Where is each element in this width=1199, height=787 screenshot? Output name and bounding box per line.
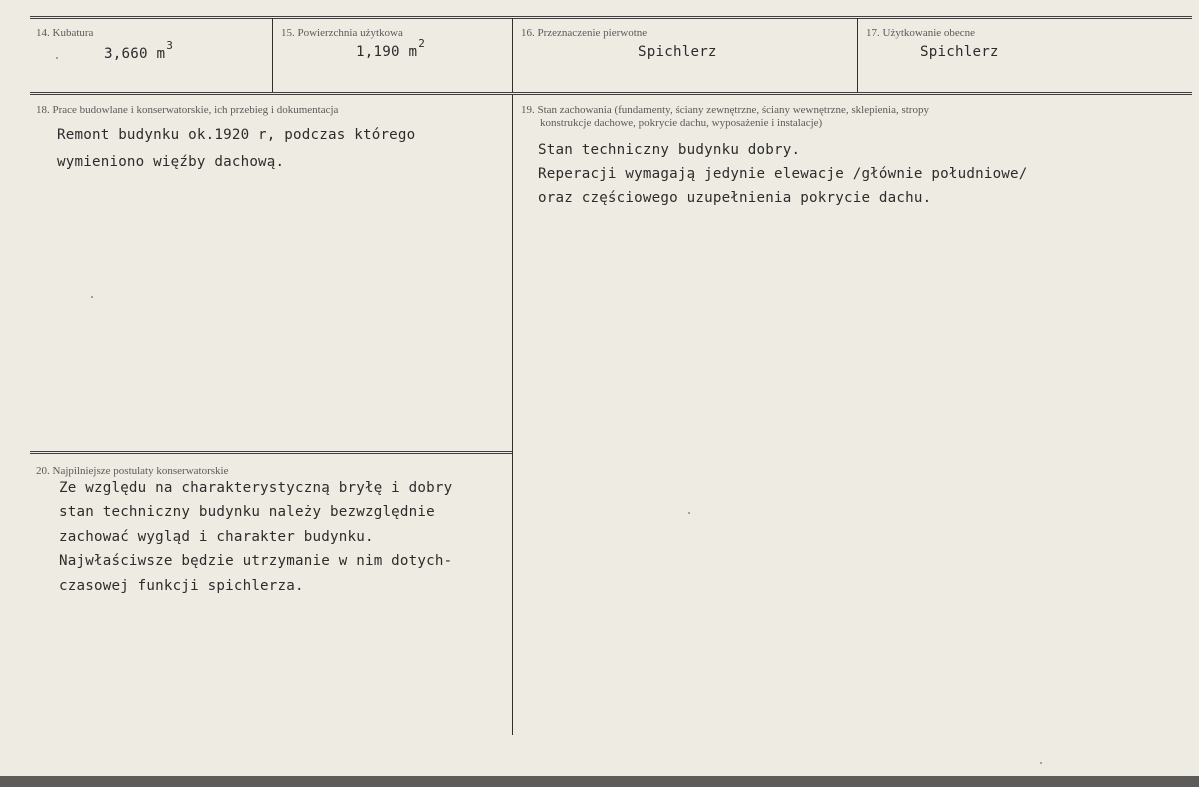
- przeznaczenie-value: Spichlerz: [638, 44, 717, 60]
- row1-bottom-rule: [30, 92, 1192, 95]
- background-edge: [0, 776, 1199, 787]
- paper-speck: [56, 57, 58, 59]
- kubatura-number: 3,660 m: [104, 46, 166, 62]
- stan-line-3: oraz częściowego uzupełnienia pokrycie dachu.: [538, 190, 932, 206]
- postulaty-line-2: stan techniczny budynku należy bezwzględnie: [59, 504, 435, 520]
- kubatura-exponent: 3: [166, 39, 174, 52]
- przeznaczenie-label: 16. Przeznaczenie pierwotne: [521, 27, 648, 39]
- divider-15-16: [512, 18, 513, 92]
- stan-label-line-1: 19. Stan zachowania (fundamenty, ściany zewnętrzne, ściany wewnętrzne, sklepienia, stropy: [521, 104, 929, 116]
- prace-line-2: wymieniono więźby dachową.: [57, 154, 285, 170]
- postulaty-line-1: Ze względu na charakterystyczną bryłę i dobry: [59, 480, 453, 496]
- kubatura-label: 14. Kubatura: [36, 27, 94, 39]
- divider-main: [512, 95, 513, 735]
- stan-line-2: Reperacji wymagają jedynie elewacje /głównie południowe/: [538, 166, 1028, 182]
- section20-top-rule: [30, 451, 512, 454]
- powierzchnia-number: 1,190 m: [356, 44, 418, 60]
- paper-speck: [1040, 762, 1042, 764]
- uzytkowanie-value: Spichlerz: [920, 44, 999, 60]
- stan-line-1: Stan techniczny budynku dobry.: [538, 142, 801, 158]
- prace-line-1: Remont budynku ok.1920 r, podczas którego: [57, 127, 416, 143]
- powierzchnia-exponent: 2: [418, 37, 426, 50]
- postulaty-line-3: zachować wygląd i charakter budynku.: [59, 529, 374, 545]
- powierzchnia-value: [356, 37, 426, 60]
- stan-label-line-2: konstrukcje dachowe, pokrycie dachu, wyposażenie i instalacje): [540, 117, 823, 129]
- uzytkowanie-label: 17. Użytkowanie obecne: [866, 27, 976, 39]
- kubatura-value: [104, 39, 174, 62]
- postulaty-label: 20. Najpilniejsze postulaty konserwatorskie: [36, 465, 229, 477]
- top-rule: [30, 16, 1192, 19]
- postulaty-line-4: Najwłaściwsze będzie utrzymanie w nim dotych-: [59, 553, 453, 569]
- divider-14-15: [272, 18, 273, 92]
- postulaty-line-5: czasowej funkcji spichlerza.: [59, 578, 304, 594]
- paper-speck: [91, 296, 93, 298]
- powierzchnia-label: 15. Powierzchnia użytkowa: [281, 27, 403, 39]
- paper-speck: [688, 512, 690, 514]
- prace-label: 18. Prace budowlane i konserwatorskie, ich przebieg i dokumentacja: [36, 104, 339, 116]
- divider-16-17: [857, 18, 858, 92]
